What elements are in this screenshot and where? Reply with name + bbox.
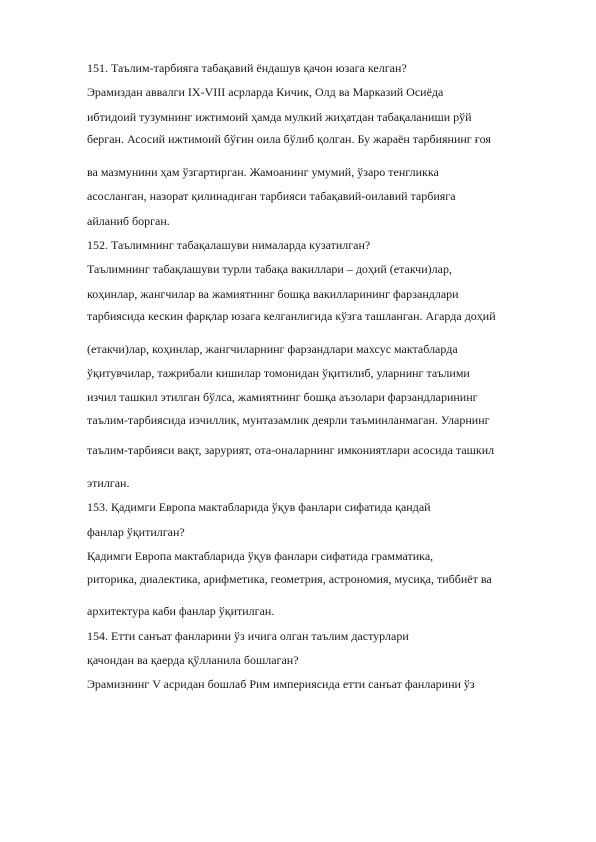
text-line: тарбиясида кескин фарқлар юзага келганлигида кўзга ташланган. Агарда доҳий (87, 309, 496, 324)
text-line: Эрамизнинг V асридан бошлаб Рим империясида етти санъат фанларини ўз (87, 677, 475, 692)
text-line: 151. Таълим-тарбияга табақавий ёндашув қачон юзага келган? (87, 61, 407, 75)
text-line: (етакчи)лар, коҳинлар, жангчиларнинг фарзандлари махсус мактабларда (87, 341, 458, 356)
text-line: архитектура каби фанлар ўқитилган. (87, 604, 275, 619)
text-line: асосланган, назорат қилинадиган тарбияси табақавий-оилавий тарбияга (87, 189, 456, 204)
text-line: этилган. (87, 476, 130, 491)
text-line: Таълимнинг табақлашуви турли табақа вакиллари – доҳий (етакчи)лар, (87, 262, 452, 277)
text-line: Эрамиздан аввалги IX-VIII асрларда Кичик, Олд ва Марказий Осиёда (87, 85, 444, 100)
text-line: берган. Асосий ижтимоий бўғин оила бўлиб қолган. Бу жараён тарбиянинг ғоя (87, 132, 491, 147)
text-line: таълим-тарбиясида изчиллик, мунтазамлик деярли таъминланмаган. Уларнинг (87, 412, 490, 427)
text-line: ибтидоий тузумнинг ижтимоий ҳамда мулкий жиҳатдан табақаланиши рўй (87, 109, 472, 124)
text-line: изчил ташкил этилган бўлса, жамиятнинг бошқа аъзолари фарзандларининг (87, 390, 478, 405)
document-page (87, 56, 549, 697)
text-line: Қадимги Европа мактабларида ўқув фанлари сифатида грамматика, (87, 549, 434, 564)
text-line: ва мазмунини ҳам ўзгартирган. Жамоанинг умумий, ўзаро тенгликка (87, 164, 439, 179)
text-line: таълим-тарбияси вақт, зарурият, ота-оналарнинг имкониятлари асосида ташкил (87, 443, 495, 458)
text-line: айланиб борган. (87, 213, 170, 228)
text-line: фанлар ўқитилган? (87, 524, 185, 539)
text-line: қачондан ва қаерда қўлланила бошлаган? (87, 653, 299, 667)
text-line: 153. Қадимги Европа мактабларида ўқув фанлари сифатида қандай (87, 500, 431, 515)
text-line: коҳинлар, жангчилар ва жамиятнинг бошқа вакилларининг фарзандлари (87, 286, 459, 301)
text-line: 154. Етти санъат фанларини ўз ичига олган таълим дастурлари (87, 628, 409, 643)
text-line: 152. Таълимнинг табақалашуви нималарда кузатилган? (87, 237, 371, 252)
text-line: ўқитувчилар, тажрибали кишилар томонидан ўқитилиб, уларнинг таълими (87, 366, 470, 381)
text-line: риторика, диалектика, арифметика, геометрия, астрономия, мусиқа, тиббиёт ва (87, 571, 492, 586)
